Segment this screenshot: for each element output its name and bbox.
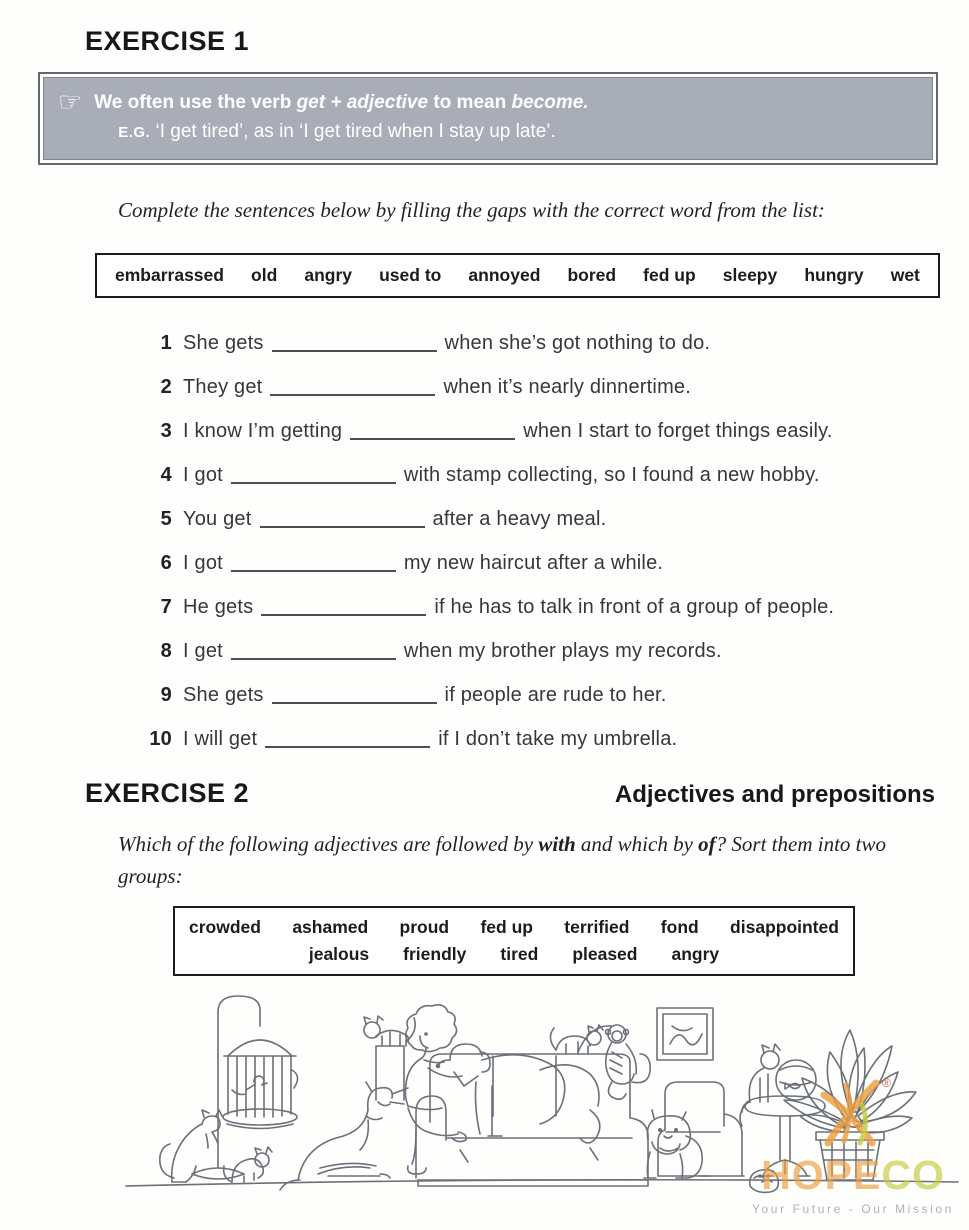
- sentence-number: 10: [149, 728, 172, 751]
- exercise2-header: [85, 778, 935, 809]
- exercise2-subtitle: Adjectives and prepositions: [614, 781, 935, 809]
- sentence-number: 3: [160, 420, 172, 443]
- table-cat: [740, 1044, 780, 1126]
- fill-in-blank: [270, 392, 435, 396]
- hopeco-brand-text: HOPECO: [761, 1152, 945, 1199]
- sentence-pre: She gets: [183, 332, 264, 355]
- lying-dog: [280, 1082, 408, 1190]
- fill-in-blank: [231, 568, 396, 572]
- sentence-number: 5: [160, 508, 172, 531]
- sentence-row: [120, 331, 969, 356]
- word-item: jealous: [308, 944, 370, 965]
- grammar-note-inner: [43, 77, 933, 160]
- word-item: used to: [379, 265, 442, 286]
- pets-line-drawing: [120, 990, 965, 1226]
- word-item: bored: [567, 265, 617, 286]
- exercise2-word-list: [173, 906, 855, 976]
- eg-label: E.G.: [118, 124, 151, 142]
- word-item: embarrassed: [115, 265, 224, 286]
- word-item: angry: [304, 265, 353, 286]
- sentence-post: after a heavy meal.: [432, 508, 607, 531]
- sentence-row: [120, 727, 969, 752]
- picture-frame: [657, 1008, 713, 1060]
- sentence-row: [120, 551, 969, 576]
- word-item: fed up: [643, 265, 696, 286]
- sentence-number: 6: [160, 552, 172, 575]
- pointing-hand-icon: ☞: [58, 87, 83, 117]
- grammar-note-box: [38, 72, 938, 165]
- sentence-post: when she’s got nothing to do.: [444, 332, 711, 355]
- sentence-post: when it’s nearly dinnertime.: [443, 376, 692, 399]
- word-item: proud: [399, 917, 450, 938]
- sentence-pre: I got: [183, 552, 223, 575]
- hopeco-tagline: Your Future - Our Mission: [752, 1202, 954, 1217]
- big-dog: [437, 1044, 565, 1136]
- word-item: tired: [500, 944, 539, 965]
- exercise1-title: EXERCISE 1: [85, 26, 250, 56]
- word-item: sleepy: [722, 265, 778, 286]
- sentence-pre: He gets: [183, 596, 254, 619]
- word-list-row-1: [189, 917, 839, 938]
- word-item: friendly: [403, 944, 467, 965]
- sentence-row: [120, 683, 969, 708]
- climbing-cat: [160, 1110, 222, 1182]
- fill-in-blank: [231, 656, 396, 660]
- fill-in-blank: [272, 700, 437, 704]
- sentence-row: [120, 375, 969, 400]
- sentence-number: 2: [160, 376, 172, 399]
- word-item: pleased: [572, 944, 638, 965]
- svg-text:®: ®: [882, 1076, 891, 1091]
- bulldog: [644, 1110, 710, 1178]
- sentence-number: 1: [160, 332, 172, 355]
- sentence-post: my new haircut after a while.: [403, 552, 664, 575]
- sentence-number: 9: [160, 684, 172, 707]
- sentence-pre: I got: [183, 464, 223, 487]
- sentence-post: if I don’t take my umbrella.: [438, 728, 678, 751]
- word-item: fed up: [480, 917, 533, 938]
- sentence-row: [120, 463, 969, 488]
- exercise1-instruction: Complete the sentences below by filling the gaps with the correct word from the list:: [118, 197, 825, 222]
- sentence-row: [120, 507, 969, 532]
- exercise2-title: EXERCISE 2: [85, 778, 250, 809]
- sentence-row: [120, 639, 969, 664]
- dog-tail: [540, 1065, 600, 1143]
- sentence-post: when my brother plays my records.: [403, 640, 722, 663]
- sentence-pre: They get: [183, 376, 263, 399]
- fill-in-blank: [265, 744, 430, 748]
- sentence-post: if he has to talk in front of a group of people.: [434, 596, 835, 619]
- sentence-number: 8: [160, 640, 172, 663]
- fill-in-blank: [272, 348, 437, 352]
- note-line-2: E.G. ‘I get tired’, as in ‘I get tired when I stay up late’.: [118, 121, 556, 143]
- sentence-number: 7: [160, 596, 172, 619]
- fill-in-blank: [350, 436, 515, 440]
- word-item: wet: [890, 265, 920, 286]
- sentence-number: 4: [160, 464, 172, 487]
- word-item: old: [251, 265, 278, 286]
- word-item: fond: [660, 917, 699, 938]
- sentence-post: when I start to forget things easily.: [523, 420, 833, 443]
- sentence-row: [120, 419, 969, 444]
- sentence-post: with stamp collecting, so I found a new hobby.: [403, 464, 820, 487]
- word-list-row-2: [189, 944, 839, 965]
- sentence-row: [120, 595, 969, 620]
- sentence-pre: I know I’m getting: [183, 420, 343, 443]
- word-item: ashamed: [292, 917, 369, 938]
- word-item: disappointed: [730, 917, 839, 938]
- sofa: [416, 1054, 648, 1186]
- small-cat: [224, 1147, 272, 1182]
- note-line-1: We often use the verb get + adjective to mean become.: [94, 92, 589, 113]
- sentence-pre: You get: [183, 508, 252, 531]
- word-item: hungry: [804, 265, 864, 286]
- exercise2-instruction: Which of the following adjectives are followed by with and which by of? Sort them into two groups:: [118, 832, 886, 888]
- grammar-note-text: [94, 88, 588, 147]
- armchair: [658, 1082, 744, 1176]
- fill-in-blank: [231, 480, 396, 484]
- birdcage-stand: [192, 996, 298, 1179]
- sentence-pre: She gets: [183, 684, 264, 707]
- exercise1-word-list: [95, 253, 940, 298]
- monkey: [578, 1025, 650, 1099]
- crowded-living-room-illustration: [0, 990, 969, 1230]
- word-item: terrified: [564, 917, 630, 938]
- word-item: crowded: [189, 917, 261, 938]
- exercise1-sentences: [120, 331, 969, 752]
- fill-in-blank: [260, 524, 425, 528]
- fill-in-blank: [261, 612, 426, 616]
- potted-plant: [784, 1030, 916, 1180]
- sentence-pre: I will get: [183, 728, 258, 751]
- sentence-post: if people are rude to her.: [444, 684, 667, 707]
- word-item: annoyed: [468, 265, 541, 286]
- word-item: angry: [671, 944, 720, 965]
- sentence-pre: I get: [183, 640, 223, 663]
